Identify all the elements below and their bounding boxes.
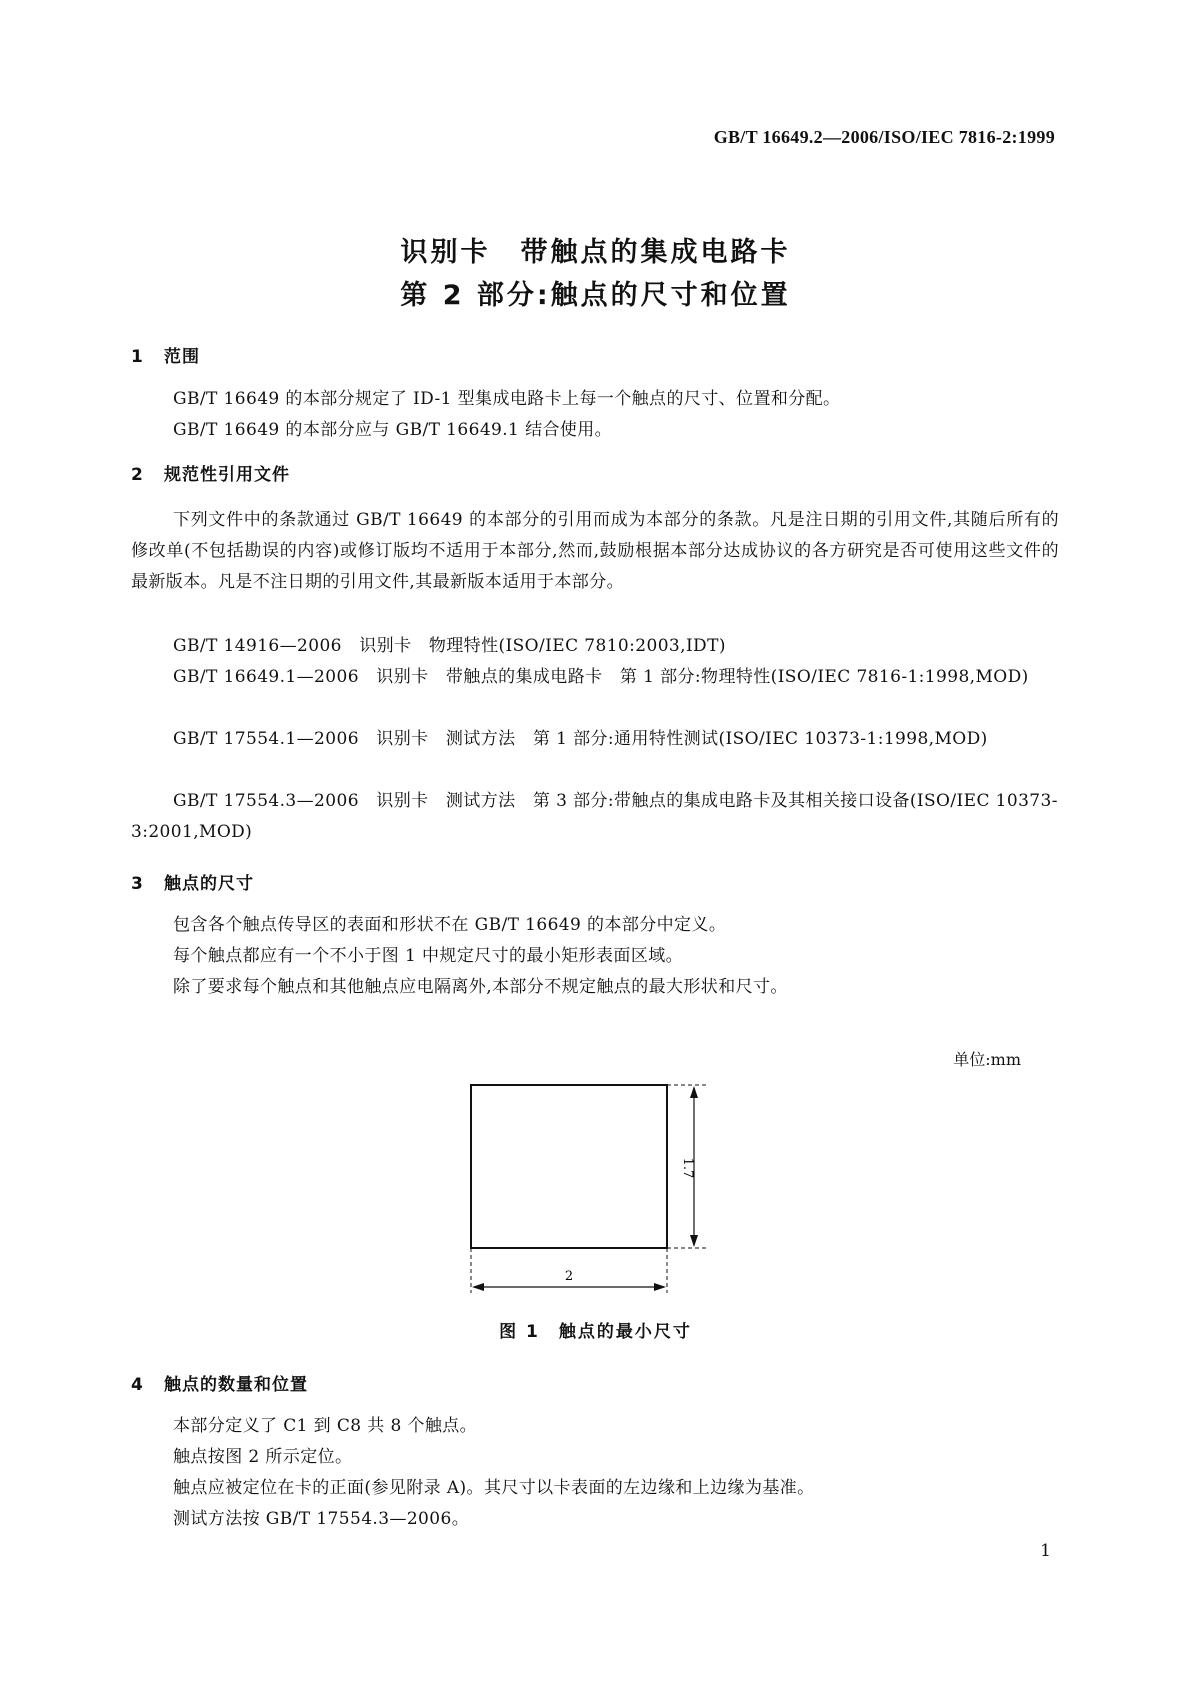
section-title: 触点的尺寸 [164, 874, 254, 894]
reference-item: GB/T 17554.1—2006 识别卡 测试方法 第 1 部分:通用特性测试(ISO/IEC 10373-1:1998,MOD) [173, 729, 988, 749]
unit-label: 单位:mm [953, 1050, 1021, 1069]
arrow-head [690, 1086, 698, 1098]
page-number: 1 [1040, 1541, 1051, 1561]
width-label: 2 [564, 1269, 574, 1284]
section-4-para-1: 本部分定义了 C1 到 C8 共 8 个触点。 [173, 1416, 478, 1436]
section-title: 规范性引用文件 [164, 465, 290, 485]
section-3-para-2: 每个触点都应有一个不小于图 1 中规定尺寸的最小矩形表面区域。 [173, 946, 684, 966]
standard-code: GB/T 16649.2—2006/ISO/IEC 7816-2:1999 [713, 127, 1055, 147]
section-1-heading [131, 342, 200, 367]
document-title-line1: 识别卡 带触点的集成电路卡 [400, 237, 791, 268]
section-1-para-1: GB/T 16649 的本部分规定了 ID-1 型集成电路卡上每一个触点的尺寸、位置和分配。 [173, 389, 841, 409]
section-4-para-4: 测试方法按 GB/T 17554.3—2006。 [173, 1509, 470, 1529]
section-4-heading [131, 1370, 308, 1395]
section-2-heading [131, 460, 290, 485]
section-3-heading [131, 869, 254, 894]
section-title: 范围 [164, 347, 200, 367]
figure-1-contact-dimensions [460, 1070, 720, 1300]
section-number: 4 [131, 1375, 144, 1395]
reference-item: GB/T 16649.1—2006 识别卡 带触点的集成电路卡 第 1 部分:物理特性(ISO/IEC 7816-1:1998,MOD) [173, 667, 1029, 687]
reference-item: GB/T 14916—2006 识别卡 物理特性(ISO/IEC 7810:2003,IDT) [173, 636, 726, 656]
section-2-para-1: 下列文件中的条款通过 GB/T 16649 的本部分的引用而成为本部分的条款。凡是注日期的引用文件,其随后所有的修改单(不包括勘误的内容)或修订版均不适用于本部分,然而,鼓励根据本部分达成协议的各方研究是否可使用这些文件的最新版本。凡是不注日期的引用文件,其最新版本适用于本部分。 [131, 510, 1059, 592]
document-title-line2: 第 2 部分:触点的尺寸和位置 [400, 280, 791, 311]
height-label: 1.7 [680, 1157, 695, 1179]
section-4-para-2: 触点按图 2 所示定位。 [173, 1447, 353, 1467]
arrow-head [472, 1283, 484, 1291]
contact-area-rect [471, 1085, 667, 1248]
figure-1-caption: 图 1 触点的最小尺寸 [499, 1322, 692, 1342]
section-title: 触点的数量和位置 [164, 1375, 308, 1395]
section-number: 1 [131, 347, 144, 367]
arrow-head [690, 1235, 698, 1247]
reference-item: GB/T 17554.3—2006 识别卡 测试方法 第 3 部分:带触点的集成电路卡及其相关接口设备(ISO/IEC 10373-3:2001,MOD) [131, 791, 1058, 842]
section-3-para-3: 除了要求每个触点和其他触点应电隔离外,本部分不规定触点的最大形状和尺寸。 [173, 977, 788, 997]
section-3-para-1: 包含各个触点传导区的表面和形状不在 GB/T 16649 的本部分中定义。 [173, 915, 727, 935]
arrow-head [654, 1283, 666, 1291]
section-4-para-3: 触点应被定位在卡的正面(参见附录 A)。其尺寸以卡表面的左边缘和上边缘为基准。 [173, 1478, 815, 1498]
section-1-para-2: GB/T 16649 的本部分应与 GB/T 16649.1 结合使用。 [173, 420, 613, 440]
section-number: 2 [131, 465, 144, 485]
section-number: 3 [131, 874, 144, 894]
